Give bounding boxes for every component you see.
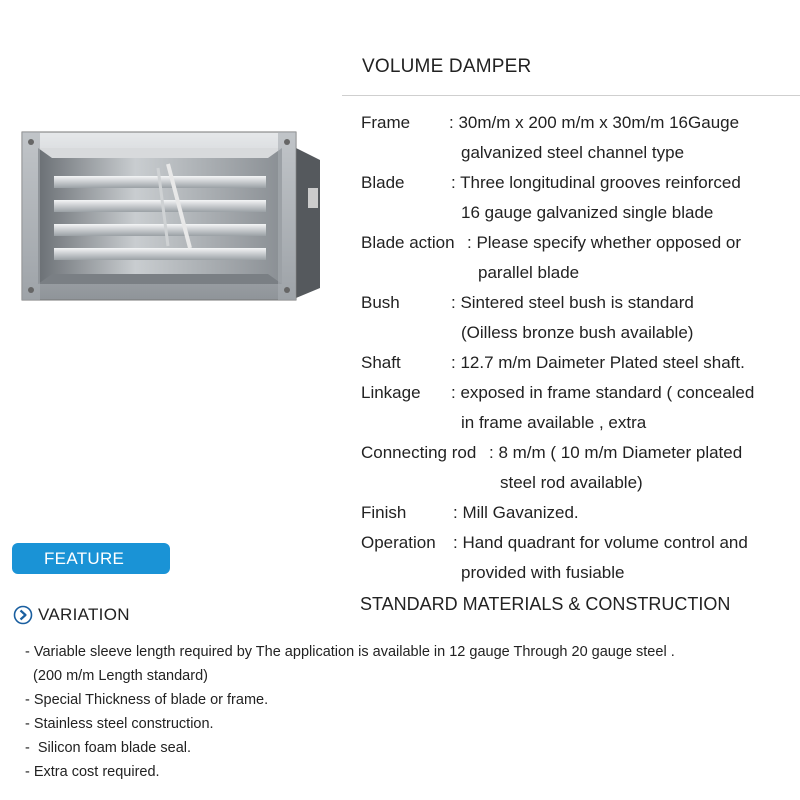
spec-label: Connecting rod	[361, 443, 477, 462]
spec-value: : exposed in frame standard ( concealed	[451, 383, 755, 402]
spec-label: Finish	[361, 503, 407, 522]
spec-value: : Mill Gavanized.	[453, 503, 579, 522]
spec-label: Blade action	[361, 233, 455, 252]
spec-label: Linkage	[361, 383, 421, 402]
spec-value-cont: parallel blade	[478, 263, 580, 282]
spec-value-cont: provided with fusiable	[461, 563, 625, 582]
feature-badge: FEATURE	[12, 543, 170, 574]
list-item: (200 m/m Length standard)	[25, 668, 208, 684]
spec-value: : 12.7 m/m Daimeter Plated steel shaft.	[451, 353, 745, 372]
materials-subheading: STANDARD MATERIALS & CONSTRUCTION	[360, 594, 731, 614]
spec-label: Operation	[361, 533, 436, 552]
spec-value-cont: in frame available , extra	[461, 413, 647, 432]
list-item: - Variable sleeve length required by The application is available in 12 gauge Through 20 gauge steel .	[25, 644, 675, 660]
spec-label: Shaft	[361, 353, 401, 372]
spec-value-cont: steel rod available)	[500, 473, 643, 492]
chevron-right-circle-icon	[13, 605, 33, 625]
title-divider	[342, 95, 800, 96]
spec-label: Frame	[361, 113, 411, 132]
spec-value: : Three longitudinal grooves reinforced	[451, 173, 741, 192]
spec-value: : 8 m/m ( 10 m/m Diameter plated	[489, 443, 743, 462]
product-title: VOLUME DAMPER	[362, 56, 532, 77]
list-item: - Stainless steel construction.	[25, 716, 214, 732]
list-item: - Silicon foam blade seal.	[25, 740, 192, 756]
spec-value-cont: galvanized steel channel type	[461, 143, 685, 162]
spec-value: : Sintered steel bush is standard	[451, 293, 694, 312]
list-item: - Extra cost required.	[25, 764, 160, 780]
spec-label: Bush	[361, 293, 400, 312]
spec-value-cont: (Oilless bronze bush available)	[461, 323, 694, 342]
variation-label: VARIATION	[38, 605, 130, 624]
spec-value: : Hand quadrant for volume control and	[453, 533, 748, 552]
spec-value: : 30m/m x 200 m/m x 30m/m 16Gauge	[449, 113, 740, 132]
spec-value-cont: 16 gauge galvanized single blade	[461, 203, 714, 222]
list-item: - Special Thickness of blade or frame.	[25, 692, 269, 708]
spec-label: Blade	[361, 173, 405, 192]
spec-value: : Please specify whether opposed or	[467, 233, 742, 252]
volume-damper-image	[18, 128, 330, 308]
